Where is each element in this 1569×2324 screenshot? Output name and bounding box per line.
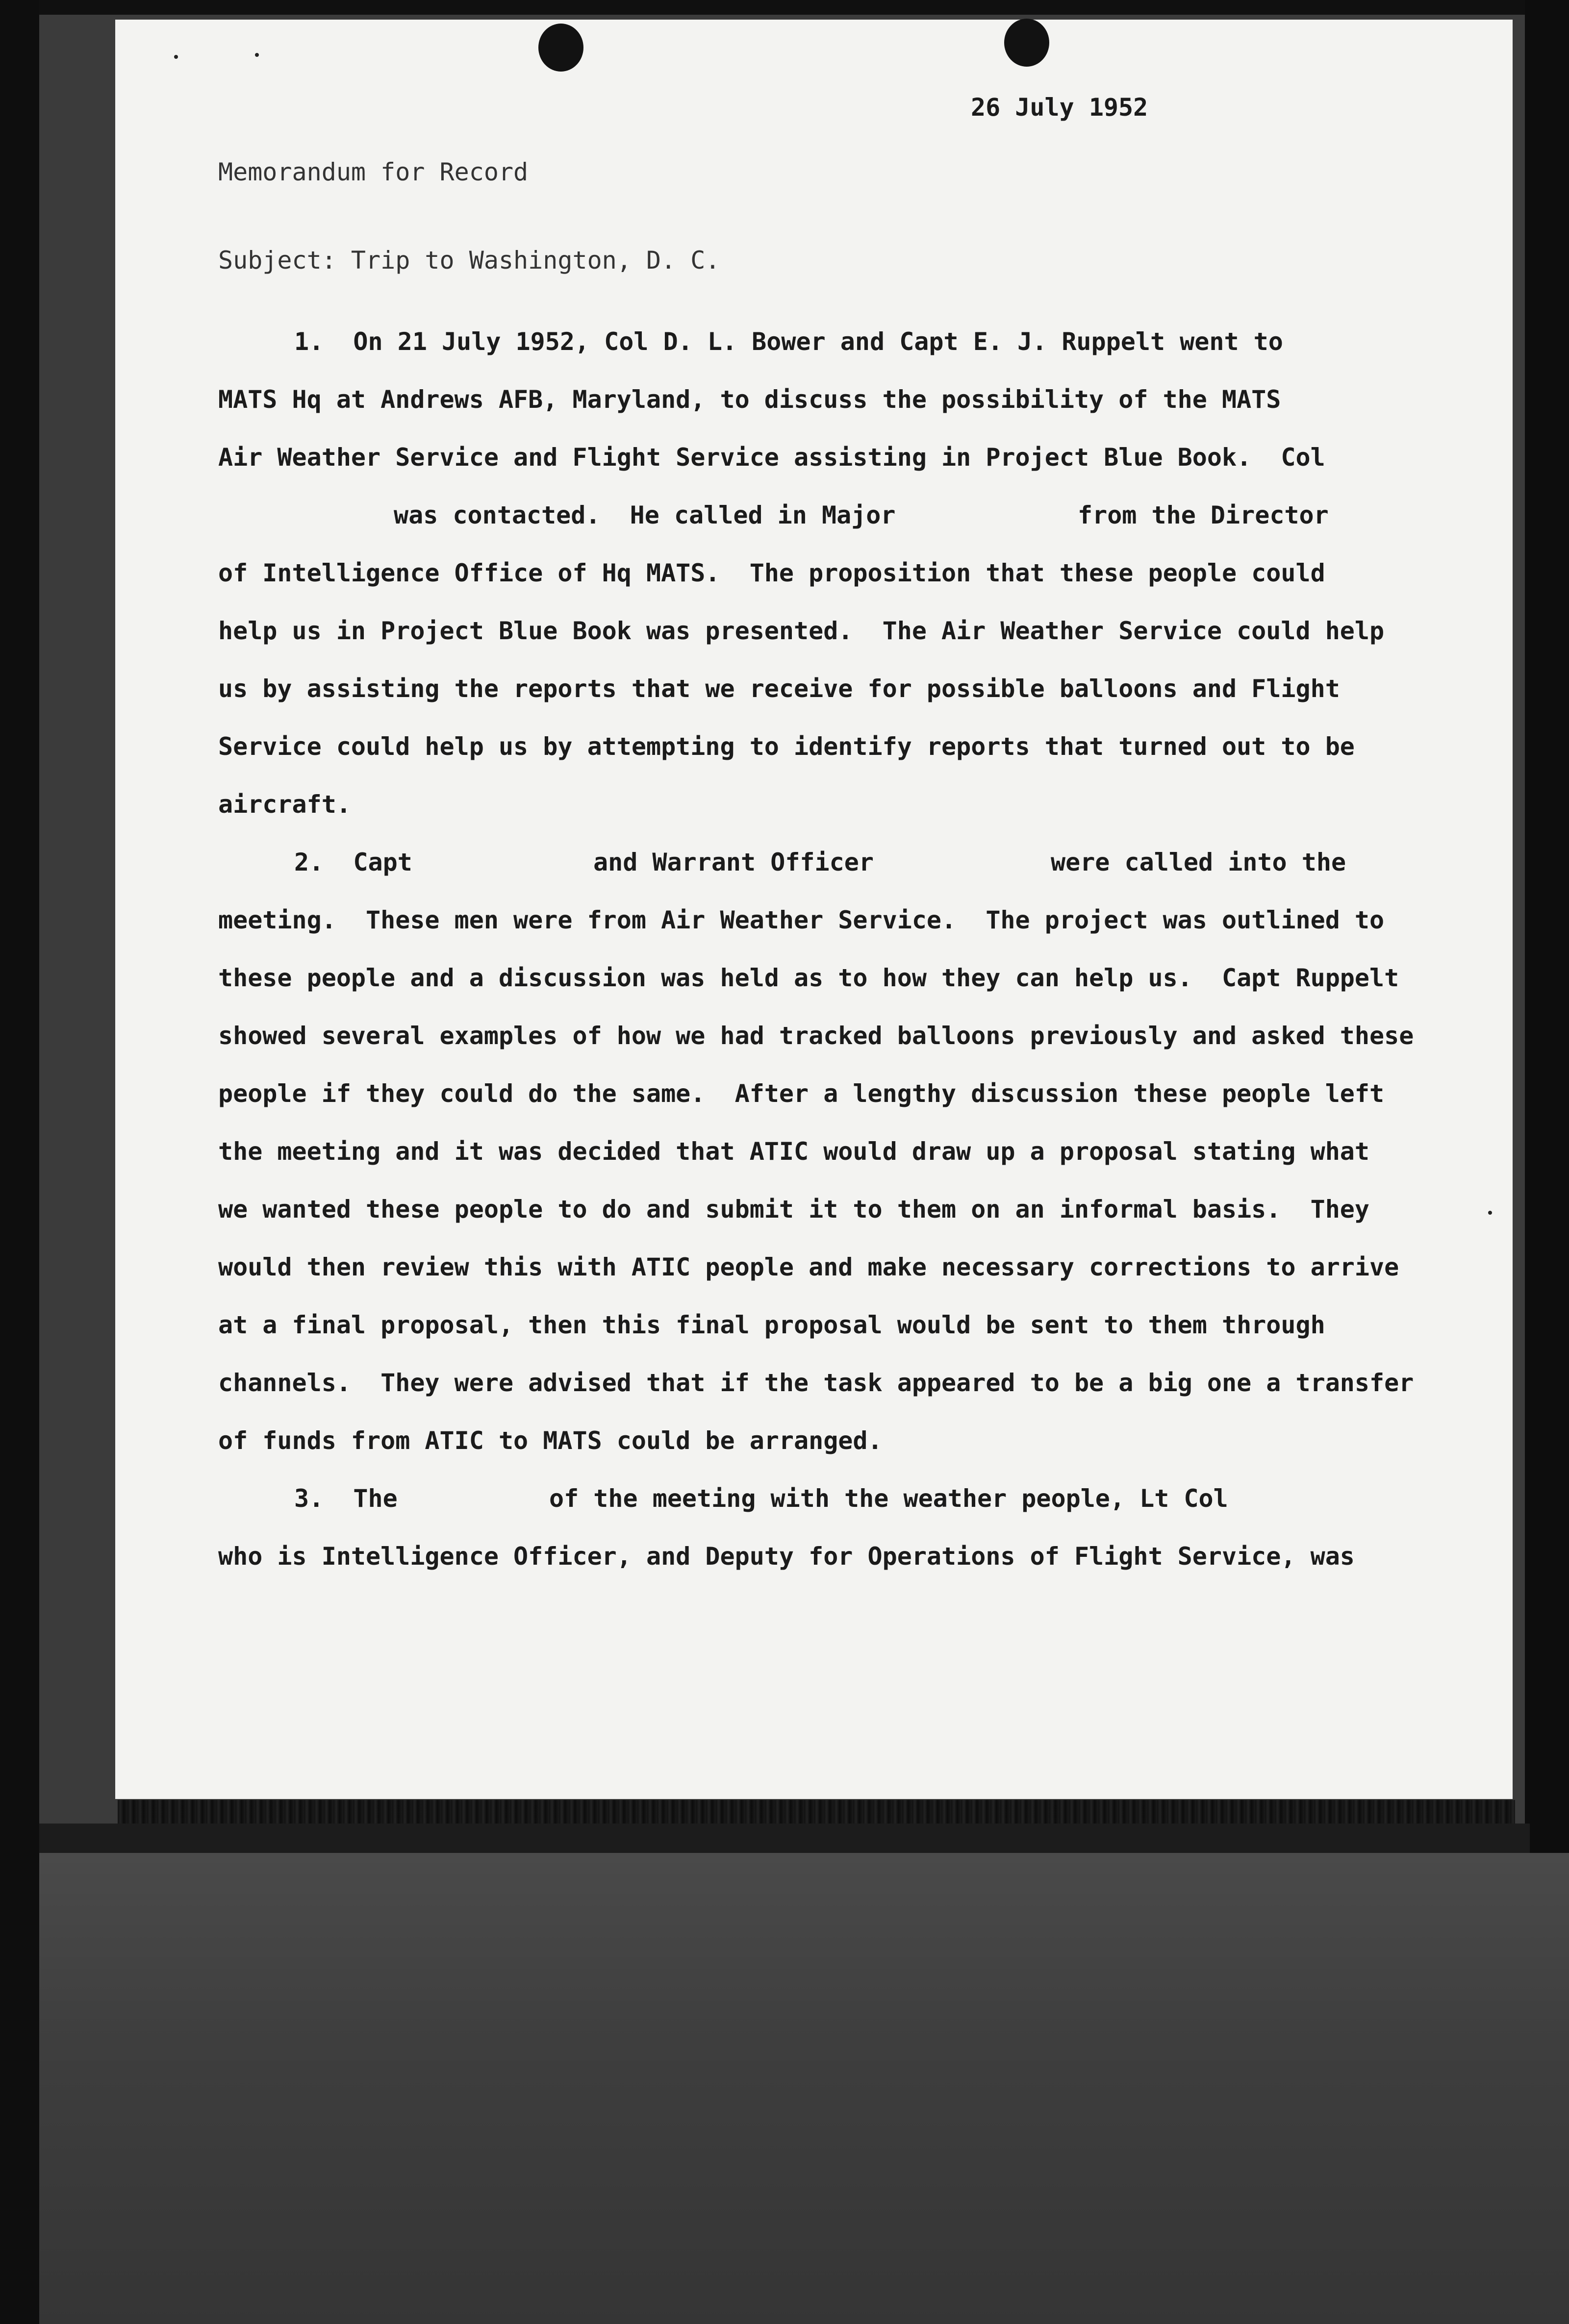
film-frame-top bbox=[0, 0, 1569, 15]
para2-line8: would then review this with ATIC people and make necessary corrections to arrive bbox=[218, 1253, 1399, 1281]
para2-line1a: 2. Capt bbox=[294, 848, 412, 876]
speck bbox=[1488, 1211, 1492, 1215]
para3-line2: who is Intelligence Officer, and Deputy for Operations of Flight Service, was bbox=[218, 1542, 1355, 1571]
para2-line10: channels. They were advised that if the task appeared to be a big one a transfer bbox=[218, 1369, 1414, 1397]
memo-page bbox=[115, 20, 1513, 1799]
para2-line5: people if they could do the same. After a lengthy discussion these people left bbox=[218, 1079, 1385, 1108]
para2-line6: the meeting and it was decided that ATIC would draw up a proposal stating what bbox=[218, 1137, 1369, 1166]
para2-line1c: were called into the bbox=[1051, 848, 1346, 876]
page-shadow bbox=[39, 1824, 1530, 1853]
para1-line2: MATS Hq at Andrews AFB, Maryland, to discuss the possibility of the MATS bbox=[218, 385, 1281, 414]
para1-line1: 1. On 21 July 1952, Col D. L. Bower and Capt E. J. Ruppelt went to bbox=[294, 327, 1283, 356]
memo-heading: Memorandum for Record bbox=[218, 158, 529, 186]
speck bbox=[174, 55, 178, 59]
para1-line6: help us in Project Blue Book was presented. The Air Weather Service could help bbox=[218, 617, 1385, 645]
punch-hole-left bbox=[538, 24, 583, 72]
para2-line1b: and Warrant Officer bbox=[593, 848, 874, 876]
para1-line4a: was contacted. He called in Major bbox=[394, 501, 896, 529]
punch-hole-right bbox=[1004, 19, 1049, 67]
page-bottom-edge bbox=[118, 1800, 1515, 1824]
para1-line9: aircraft. bbox=[218, 790, 351, 819]
film-background bbox=[39, 1853, 1569, 2324]
para2-line7: we wanted these people to do and submit it to them on an informal basis. They bbox=[218, 1195, 1369, 1224]
para1-line7: us by assisting the reports that we receive for possible balloons and Flight bbox=[218, 675, 1340, 703]
para3-line1b: of the meeting with the weather people, Lt Col bbox=[549, 1484, 1228, 1513]
para2-line4: showed several examples of how we had tracked balloons previously and asked these bbox=[218, 1022, 1414, 1050]
film-frame-right bbox=[1525, 0, 1569, 1853]
speck bbox=[255, 53, 259, 57]
memo-date: 26 July 1952 bbox=[971, 93, 1148, 122]
para1-line3: Air Weather Service and Flight Service assisting in Project Blue Book. Col bbox=[218, 443, 1325, 472]
memo-subject: Subject: Trip to Washington, D. C. bbox=[218, 246, 720, 275]
para1-line4b: from the Director bbox=[1078, 501, 1329, 529]
para2-line3: these people and a discussion was held as to how they can help us. Capt Ruppelt bbox=[218, 964, 1399, 992]
para2-line11: of funds from ATIC to MATS could be arranged. bbox=[218, 1426, 883, 1455]
para3-line1a: 3. The bbox=[294, 1484, 398, 1513]
para2-line2: meeting. These men were from Air Weather Service. The project was outlined to bbox=[218, 906, 1385, 934]
para1-line8: Service could help us by attempting to identify reports that turned out to be bbox=[218, 732, 1355, 761]
para1-line5: of Intelligence Office of Hq MATS. The proposition that these people could bbox=[218, 559, 1325, 587]
film-frame-left bbox=[0, 0, 39, 2324]
para2-line9: at a final proposal, then this final proposal would be sent to them through bbox=[218, 1311, 1325, 1339]
